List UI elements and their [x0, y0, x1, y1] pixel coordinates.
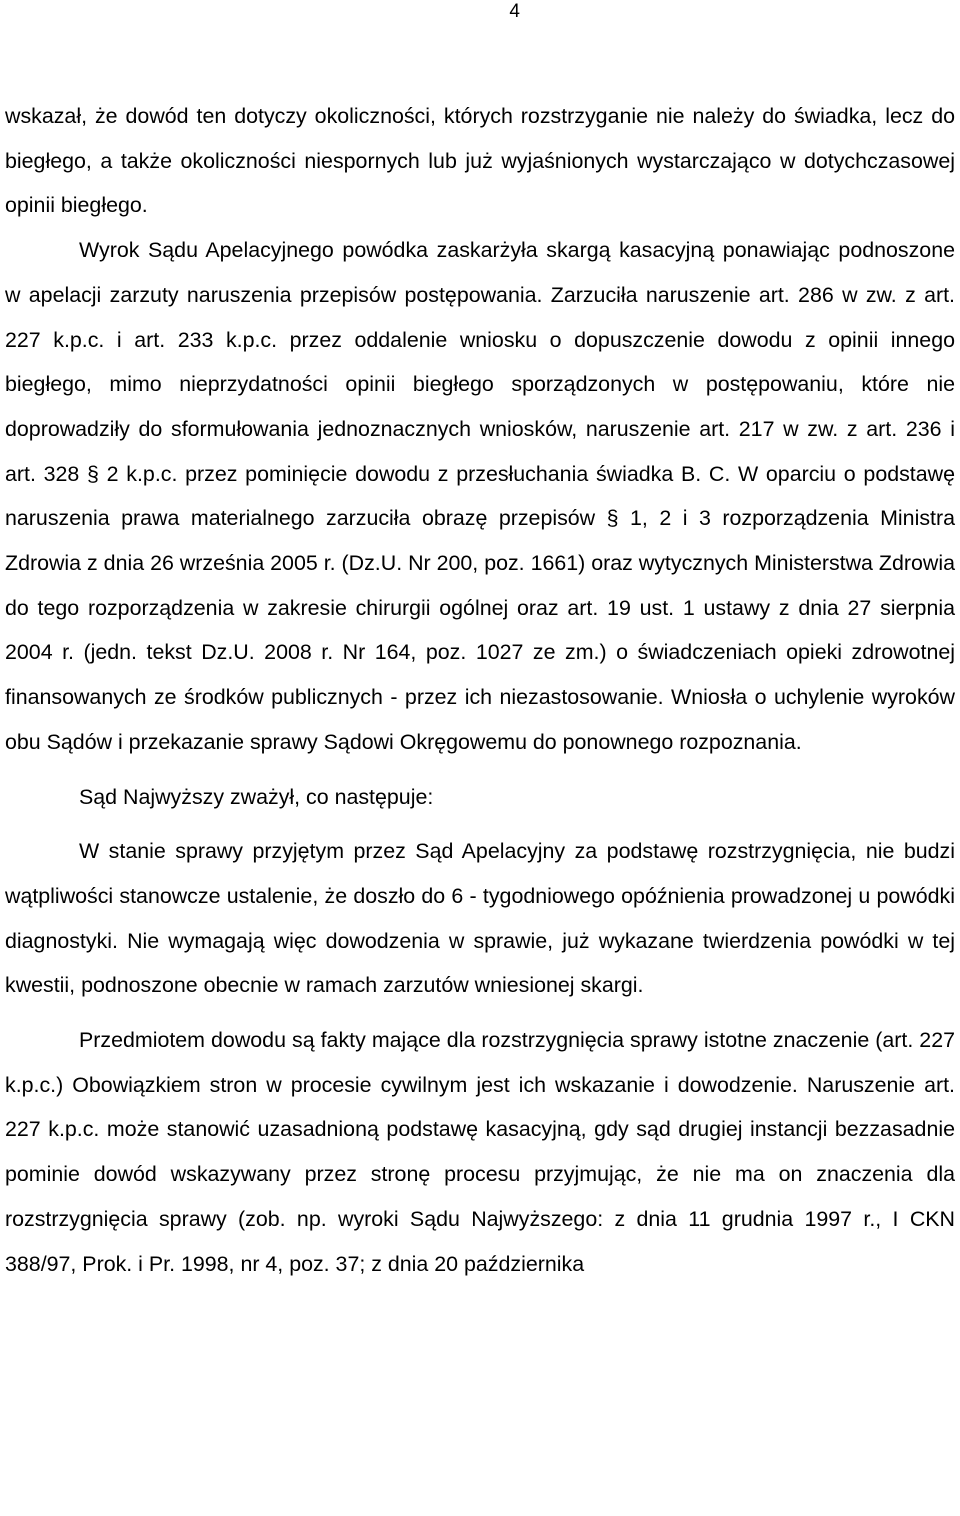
- paragraph-subject-of-evidence: Przedmiotem dowodu są fakty mające dla rozstrzygnięcia sprawy istotne znaczenie (art. 227 k.p.c.) Obowiązkiem stron w procesie cywilnym jest ich wskazanie i dowodzenie. Naruszenie art. 227 k.p.c. może stanowić uzasadnioną podstawę kasacyjną, gdy sąd drugiej instancji bezzasadnie pominie dowód wskazywany przez stronę procesu przyjmując, że nie ma on znaczenia dla rozstrzygnięcia sprawy (zob. np. wyroki Sądu Najwyższego: z dnia 11 grudnia 1997 r., I CKN 388/97, Prok. i Pr. 1998, nr 4, poz. 37; z dnia 20 października: [5, 1028, 955, 1276]
- paragraph-court-considered: Sąd Najwyższy zważył, co następuje:: [79, 784, 434, 809]
- paragraph-continuation: wskazał, że dowód ten dotyczy okoliczności, których rozstrzyganie nie należy do świadka, lecz do biegłego, a także okoliczności niespornych lub już wyjaśnionych wystarczająco w dotychczasowej opinii biegłego.: [5, 104, 955, 218]
- document-body: [5, 94, 955, 1286]
- paragraph-cassation-appeal: Wyrok Sądu Apelacyjnego powódka zaskarżyła skargą kasacyjną ponawiając podnoszone w apelacji zarzuty naruszenia przepisów postępowania. Zarzuciła naruszenie art. 286 w zw. z art. 227 k.p.c. i art. 233 k.p.c. przez oddalenie wniosku o dopuszczenie dowodu z opinii innego biegłego, mimo nieprzydatności opinii biegłego sporządzonych w postępowaniu, które nie doprowadziły do sformułowania jednoznacznych wniosków, naruszenie art. 217 w zw. z art. 236 i art. 328 § 2 k.p.c. przez pominięcie dowodu z przesłuchania świadka B. C. W oparciu o podstawę naruszenia prawa materialnego zarzuciła obrazę przepisów § 1, 2 i 3 rozporządzenia Ministra Zdrowia z dnia 26 września 2005 r. (Dz.U. Nr 200, poz. 1661) oraz wytycznych Ministerstwa Zdrowia do tego rozporządzenia w zakresie chirurgii ogólnej oraz art. 19 ust. 1 ustawy z dnia 27 sierpnia 2004 r. (jedn. tekst Dz.U. 2008 r. Nr 164, poz. 1027 ze zm.) o świadczeniach opieki zdrowotnej finansowanych ze środków publicznych - przez ich niezastosowanie. Wniosła o uchylenie wyroków obu Sądów i przekazanie sprawy Sądowi Okręgowemu do ponownego rozpoznania.: [5, 238, 955, 754]
- paragraph-state-of-case: W stanie sprawy przyjętym przez Sąd Apelacyjny za podstawę rozstrzygnięcia, nie budzi wątpliwości stanowcze ustalenie, że doszło do 6 - tygodniowego opóźnienia prowadzonej u powódki diagnostyki. Nie wymagają więc dowodzenia w sprawie, już wykazane twierdzenia powódki w tej kwestii, podnoszone obecnie w ramach zarzutów wniesionej skargi.: [5, 839, 955, 998]
- page-number: 4: [509, 1, 520, 22]
